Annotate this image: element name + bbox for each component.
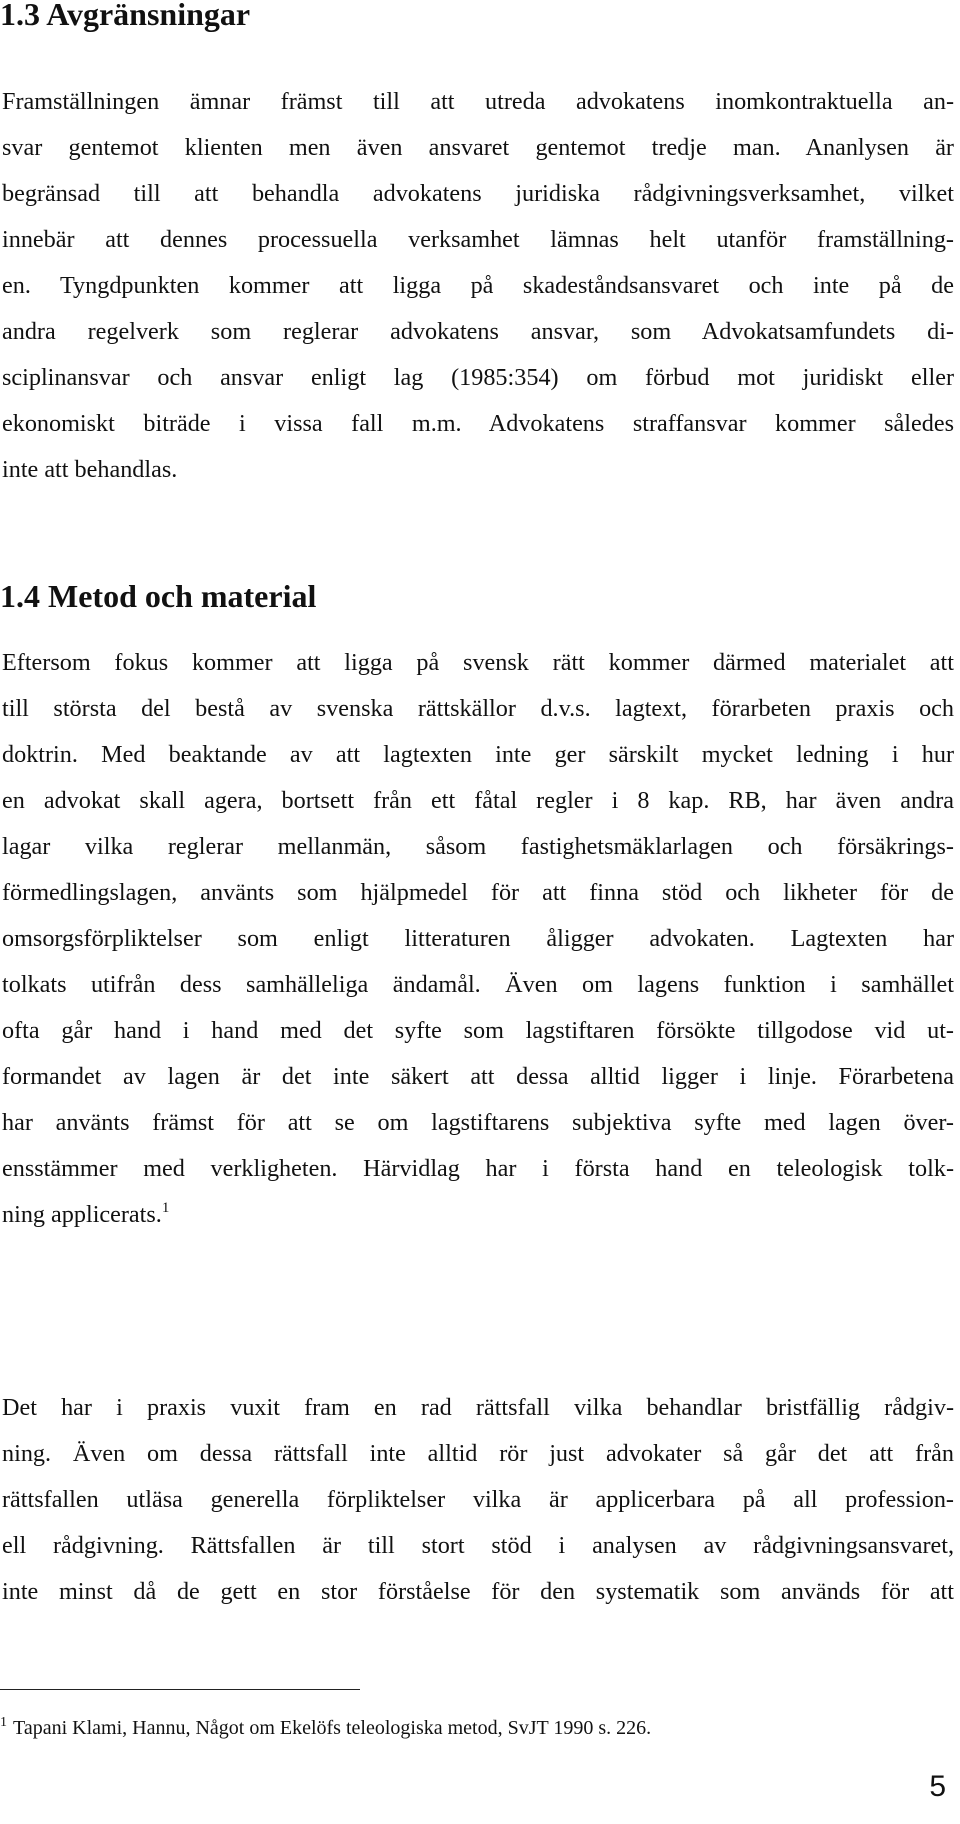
text-line: tolkats utifrån dess samhälleliga ändamål. Även om lagens funktion i samhället [2, 971, 954, 998]
text-line [2, 1192, 954, 1238]
text-line: en. Tyngdpunkten kommer att ligga på skadeståndsansvaret och inte på de [2, 272, 954, 299]
text-line: har använts främst för att se om lagstiftarens subjektiva syfte med lagen över- [2, 1109, 954, 1136]
text-line: Eftersom fokus kommer att ligga på svensk rätt kommer därmed materialet att [2, 649, 954, 676]
text-line: ekonomiskt biträde i vissa fall m.m. Advokatens straffansvar kommer således [2, 410, 954, 437]
text-line: ofta går hand i hand med det syfte som lagstiftaren försökte tillgodose vid ut- [2, 1017, 954, 1044]
text-line: Det har i praxis vuxit fram en rad rättsfall vilka behandlar bristfällig rådgiv- [2, 1394, 954, 1421]
text-line: förmedlingslagen, använts som hjälpmedel för att finna stöd och likheter för de [2, 879, 954, 906]
footnote [0, 1714, 651, 1742]
page-number: 5 [929, 1770, 946, 1803]
footnote-number: 1 [0, 1715, 7, 1730]
text-line: Framställningen ämnar främst till att utreda advokatens inomkontraktuella an- [2, 88, 954, 115]
text-line: begränsad till att behandla advokatens juridiska rådgivningsverksamhet, vilket [2, 180, 954, 207]
footnote-text: Tapani Klami, Hannu, Något om Ekelöfs teleologiska metod, SvJT 1990 s. 226. [13, 1717, 652, 1739]
text-line: lagar vilka reglerar mellanmän, såsom fastighetsmäklarlagen och försäkrings- [2, 833, 954, 860]
text-line: formandet av lagen är det inte säkert att dessa alltid ligger i linje. Förarbetena [2, 1063, 954, 1090]
section-heading: 1.3 Avgränsningar [0, 0, 251, 32]
text-line: omsorgsförpliktelser som enligt litteraturen åligger advokaten. Lagtexten har [2, 925, 954, 952]
text-line: inte att behandlas. [2, 456, 178, 483]
paragraph [2, 79, 954, 493]
text-line: ell rådgivning. Rättsfallen är till stort stöd i analysen av rådgivningsansvaret, [2, 1532, 954, 1559]
text-line: ning. Även om dessa rättsfall inte alltid rör just advokater så går det att från [2, 1440, 954, 1467]
text-line: ensstämmer med verkligheten. Härvidlag har i första hand en teleologisk tolk- [2, 1155, 954, 1182]
paragraph [2, 640, 954, 1238]
text-line: till största del bestå av svenska rättskällor d.v.s. lagtext, förarbeten praxis och [2, 695, 954, 722]
text-line: inte minst då de gett en stor förståelse för den systematik som används för att [2, 1578, 954, 1605]
text-line: andra regelverk som reglerar advokatens ansvar, som Advokatsamfundets di- [2, 318, 954, 345]
text-line: doktrin. Med beaktande av att lagtexten inte ger särskilt mycket ledning i hur [2, 741, 954, 768]
text-line: svar gentemot klienten men även ansvaret gentemot tredje man. Ananlysen är [2, 134, 954, 161]
text-line: innebär att dennes processuella verksamhet lämnas helt utanför framställning- [2, 226, 954, 253]
footnote-separator [0, 1689, 360, 1690]
text-line: sciplinansvar och ansvar enligt lag (1985:354) om förbud mot juridiskt eller [2, 364, 954, 391]
text-line: rättsfallen utläsa generella förpliktelser vilka är applicerbara på all profession- [2, 1486, 954, 1513]
section-heading: 1.4 Metod och material [0, 578, 317, 614]
text-line-content: ning applicerats. [2, 1201, 162, 1228]
text-line: en advokat skall agera, bortsett från ett fåtal regler i 8 kap. RB, har även andra [2, 787, 954, 814]
footnote-reference[interactable]: 1 [161, 1200, 170, 1216]
paragraph [2, 1385, 954, 1615]
